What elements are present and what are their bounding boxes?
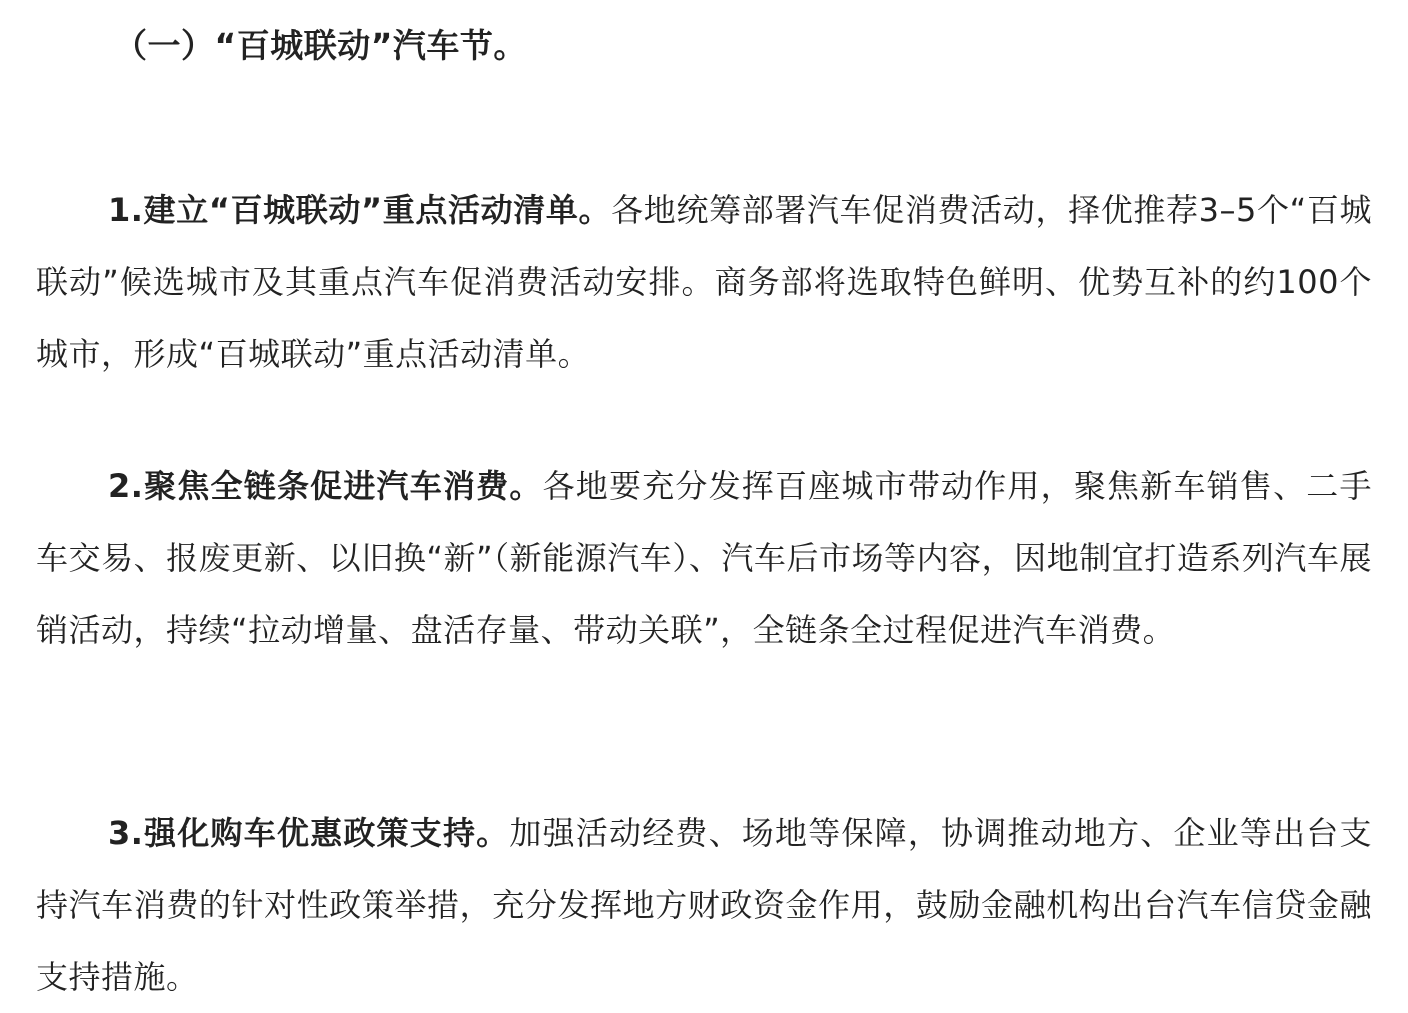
paragraph-1-body: 各地统筹部署汽车促消费活动，择优推荐3–5个“百城联动”候选城市及其重点汽车促消费活动安排。商务部将选取特色鲜明、优势互补的约100个城市，形成“百城联动”重点活动清单。 (36, 191, 1372, 373)
paragraph-2 (36, 450, 1372, 666)
paragraph-3-lead: 3.强化购车优惠政策支持。 (108, 814, 510, 852)
paragraph-2-body: 各地要充分发挥百座城市带动作用，聚焦新车销售、二手车交易、报废更新、以旧换“新”（新能源汽车）、汽车后市场等内容，因地制宜打造系列汽车展销活动，持续“拉动增量、盘活存量、带动关联”，全链条全过程促进汽车消费。 (36, 467, 1372, 649)
paragraph-1 (36, 174, 1372, 390)
paragraph-1-lead: 1.建立“百城联动”重点活动清单。 (108, 191, 612, 229)
paragraph-3-body: 加强活动经费、场地等保障，协调推动地方、企业等出台支持汽车消费的针对性政策举措，充分发挥地方财政资金作用，鼓励金融机构出台汽车信贷金融支持措施。 (36, 814, 1372, 996)
paragraph-2-lead: 2.聚焦全链条促进汽车消费。 (108, 467, 543, 505)
paragraph-3 (36, 797, 1372, 1013)
section-heading: （一）“百城联动”汽车节。 (114, 26, 527, 65)
